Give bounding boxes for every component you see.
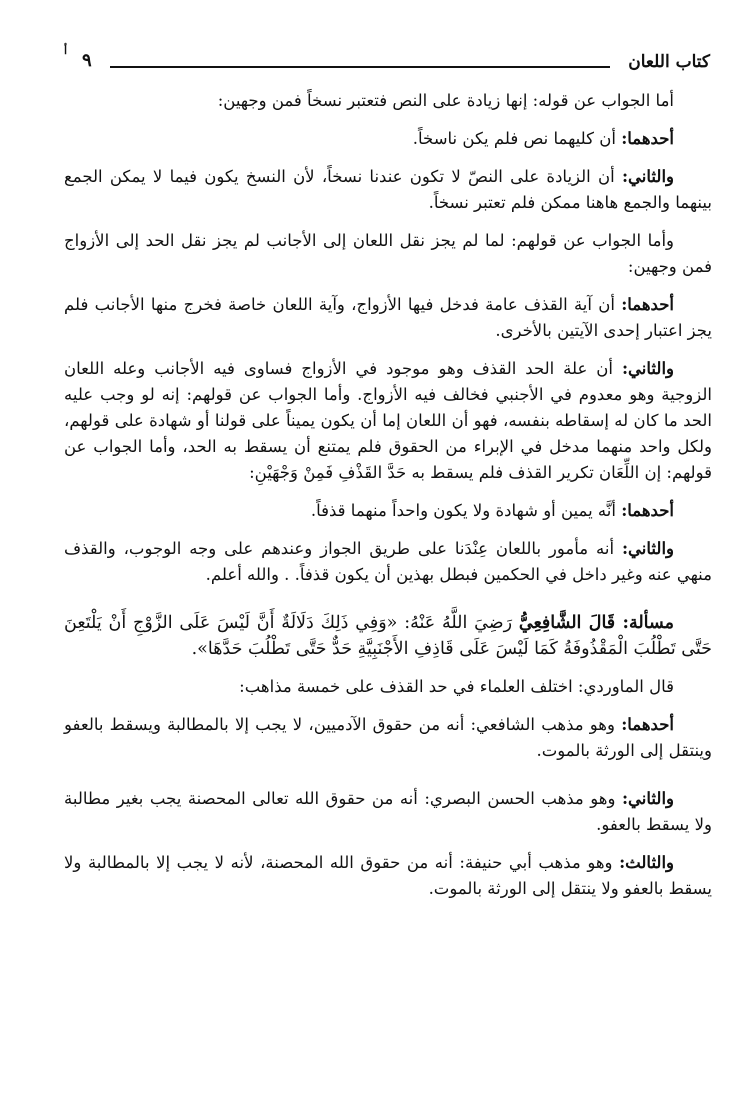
paragraph-lead: والثاني: — [621, 167, 674, 186]
masala-paragraph — [64, 610, 712, 662]
paragraph-lead: أحدهما: — [621, 501, 674, 520]
paragraph: أحدهما: أن كليهما نص فلم يكن ناسخاً. — [412, 129, 674, 148]
paragraph: والثاني: أن علة الحد القذف وهو موجود في الأزواج فساوى فيه الأجانب وعله اللعان الزوجية وهو معدوم في الأجنبي فخالف فيه الأزواج. وأما الجواب عن قولهم: إنه لو وجب عليه الحد ما كان له إسقاطه بنفسه، فهو أن اللعان إما أن يكون يميناً على قولنا أو شهادة على قولهم، ولكل واحد منهما مدخل في الإبراء من الحقوق فلم يمتنع أن يسقط به الحد، وأما الجواب عن قولهم: إن اللِّعَان تكرير القذف فلم يسقط به حَدَّ القَذْفِ فَمِنْ وَجْهَيْنِ: — [64, 359, 712, 482]
paragraph: والثاني: أن الزيادة على النصّ لا تكون عندنا نسخاً، لأن النسخ يكون فيما لا يمكن الجمع بينهما والجمع هاهنا ممكن فلم تعتبر نسخاً. — [64, 167, 712, 212]
paragraph: وأما الجواب عن قولهم: لما لم يجز نقل اللعان إلى الأجانب لم يجز نقل الحد إلى الأزواج فمن وجهين: — [64, 231, 712, 276]
margin-mark: أ — [64, 44, 68, 57]
book-title: كتاب اللعان — [628, 52, 710, 72]
paragraph: أما الجواب عن قوله: إنها زيادة على النص فتعتبر نسخاً فمن وجهين: — [217, 91, 674, 110]
paragraph-lead: والثاني: — [621, 539, 674, 558]
paragraph-lead: أحدهما: — [621, 129, 674, 148]
header-rule — [110, 66, 610, 68]
paragraph: أحدهما: أنَّه يمين أو شهادة ولا يكون واحداً منهما قذفاً. — [310, 501, 674, 520]
paragraph: قال الماوردي: اختلف العلماء في حد القذف على خمسة مذاهب: — [239, 677, 674, 696]
quotation: رَضِيَ اللَّهُ عَنْهُ: «وَفِي ذَلِكَ دَلَالَةٌ أَنَّ لَيْسَ عَلَى الزَّوْجِ أَنْ يَلْتَعِنَ حَتَّى تَطْلُبَ الْمَقْذُوفَةُ كَمَا لَيْسَ عَلَى قَاذِفِ الأَجْنَبِيَّةِ حَدٌّ حَتَّى تَطْلُبَ حَدَّهَا». — [64, 613, 712, 659]
paragraph-lead: أحدهما: — [621, 295, 674, 314]
paragraph-lead: والثاني: — [621, 789, 674, 808]
page-body — [64, 88, 712, 914]
page-header — [64, 44, 710, 76]
paragraph-lead: والثاني: — [621, 359, 674, 378]
paragraph: والثاني: وهو مذهب الحسن البصري: أنه من حقوق الله تعالى المحصنة يجب بغير مطالبة ولا يسقط بالعفو. — [64, 789, 712, 834]
masala-lead: مسألة: قَالَ الشَّافِعِيُّ — [518, 613, 674, 633]
paragraph: أحدهما: أن آية القذف عامة فدخل فيها الأزواج، وآية اللعان خاصة فخرج منها الأجانب فلم يجز اعتبار إحدى الآيتين بالأخرى. — [64, 295, 712, 340]
paragraph: أحدهما: وهو مذهب الشافعي: أنه من حقوق الآدميين، لا يجب إلا بالمطالبة ويسقط بالعفو وينتقل إلى الورثة بالموت. — [64, 715, 712, 760]
page-number: ٩ — [82, 50, 92, 71]
paragraph-lead: والثالث: — [619, 853, 674, 872]
paragraph-lead: أحدهما: — [621, 715, 674, 734]
paragraph: والثاني: أنه مأمور باللعان عِنْدَنا على طريق الجواز وعندهم على وجه الوجوب، والقذف منهي عنه وغير داخل في الحكمين فبطل بهذين أن يكون قذفاً. . والله أعلم. — [64, 539, 712, 584]
paragraph: والثالث: وهو مذهب أبي حنيفة: أنه من حقوق الله المحصنة، لأنه لا يجب إلا بالمطالبة ولا يسقط بالعفو ولا ينتقل إلى الورثة بالموت. — [64, 853, 712, 898]
